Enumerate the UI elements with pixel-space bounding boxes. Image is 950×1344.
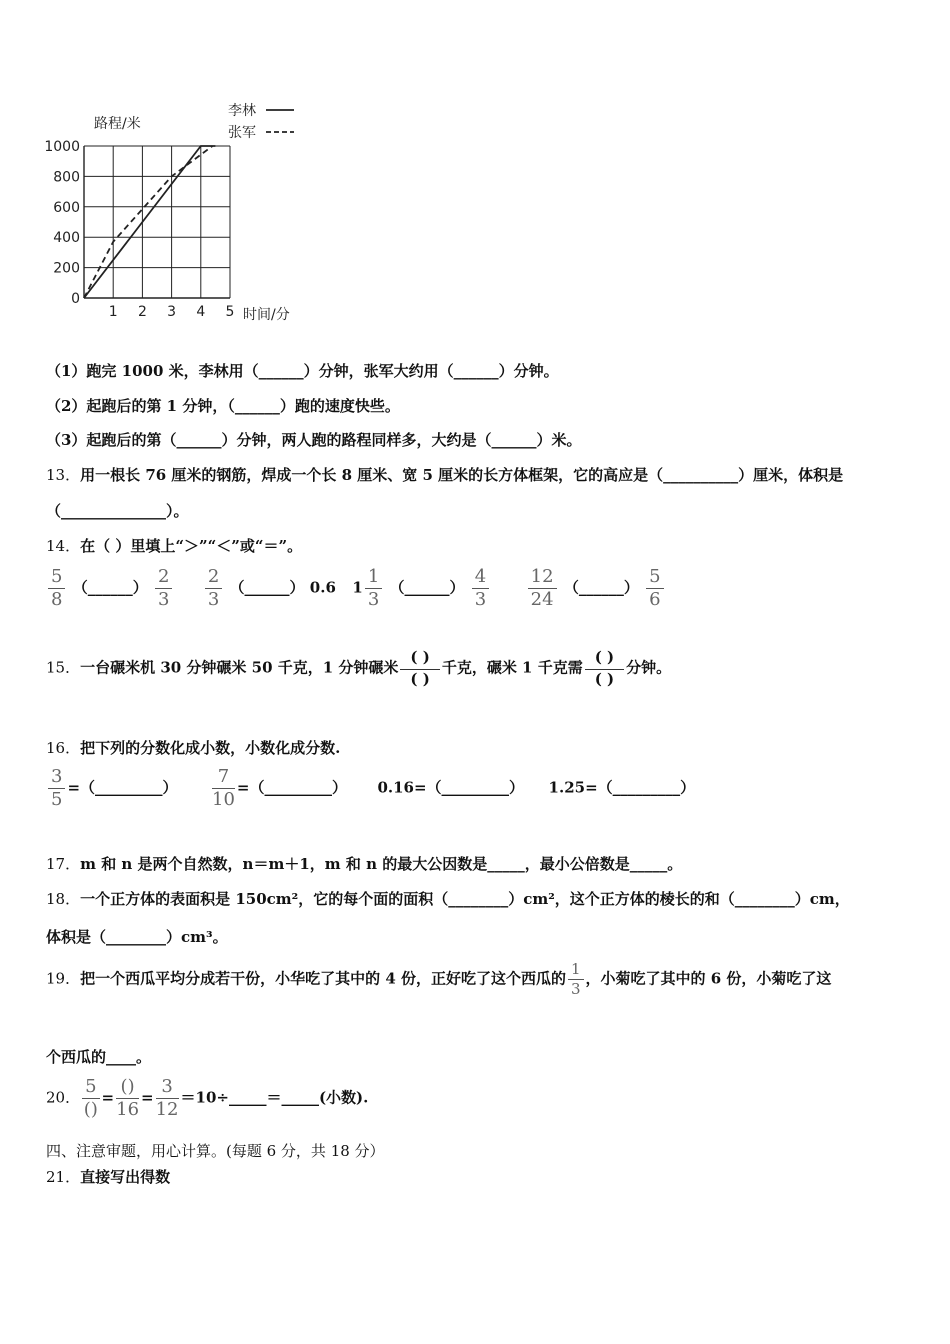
q14-item1-left: $\frac{5}{8}$ xyxy=(48,568,65,609)
q17-text xyxy=(46,853,682,874)
q20-fraction3: $\frac{3}{12}$ xyxy=(155,1076,179,1120)
q13-number: 13． xyxy=(46,466,81,484)
q17-number: 17． xyxy=(46,855,81,873)
q14-item3-blank[interactable]: （______） xyxy=(389,578,465,597)
q17-body: m 和 n 是两个自然数，n＝m＋1，m 和 n 的最大公因数是_____，最小公倍数是_____。 xyxy=(80,855,683,873)
series-line-2 xyxy=(84,146,212,298)
q14-item3-whole: 1 xyxy=(352,578,363,597)
x-tick-label: 1 xyxy=(108,304,118,320)
q19-fraction: $\frac{1}{3}$ xyxy=(568,962,584,997)
q20-text xyxy=(46,1078,368,1119)
q15-part1: 一台碾米机 30 分钟碾米 50 千克，1 分钟碾米 xyxy=(80,658,399,677)
q14-item3-left: $\frac{1}{3}$ xyxy=(365,568,382,609)
q19-part1: 把一个西瓜平均分成若干份，小华吃了其中的 4 份，正好吃了这个西瓜的 xyxy=(80,969,566,988)
q12-part2: （2）起跑后的第 1 分钟，（______）跑的速度快些。 xyxy=(46,397,400,415)
y-tick-label: 600 xyxy=(53,199,80,216)
y-axis-title: 路程/米 xyxy=(94,116,141,132)
q14-text xyxy=(46,535,302,556)
q13-text-cont: （______________）。 xyxy=(46,502,189,520)
x-tick-label: 5 xyxy=(225,304,235,320)
q21-body: 直接写出得数 xyxy=(80,1168,171,1186)
q16-decimal2[interactable]: 1.25=（_________） xyxy=(548,778,696,797)
q13-text xyxy=(46,464,843,485)
chart-grid xyxy=(84,146,230,298)
q21-number: 21． xyxy=(46,1168,81,1186)
q20-tail[interactable]: ＝10÷_____＝_____(小数). xyxy=(180,1088,369,1107)
q12-part3: （3）起跑后的第（______）分钟，两人跑的路程同样多，大约是（______）米。 xyxy=(46,431,582,449)
x-axis-title: 时间/分 xyxy=(243,307,290,323)
q15-number: 15． xyxy=(46,658,81,677)
y-tick-label: 400 xyxy=(53,230,80,247)
q14-body: 在（ ）里填上“＞”“＜”或“＝”。 xyxy=(80,537,303,555)
q15-part2: 千克，碾米 1 千克需 xyxy=(441,658,583,677)
q14-item4-left: $\frac{12}{24}$ xyxy=(528,568,557,609)
x-tick-label: 3 xyxy=(167,304,177,320)
q14-item4-blank[interactable]: （______） xyxy=(563,578,639,597)
q18-number: 18． xyxy=(46,890,81,908)
q16-fraction2: $\frac{7}{10}$ xyxy=(212,766,235,810)
q14-item1-blank[interactable]: （______） xyxy=(72,578,148,597)
y-tick-label: 200 xyxy=(53,260,80,277)
series-line-1 xyxy=(84,146,215,298)
chart-legend xyxy=(228,102,294,141)
q13-body: 用一根长 76 厘米的钢筋，焊成一个长 8 厘米、宽 5 厘米的长方体框架，它的高应是（__________）厘米，体积是 xyxy=(80,466,844,484)
y-tick-label: 1000 xyxy=(44,139,80,155)
q12-part1: （1）跑完 1000 米，李林用（______）分钟，张军大约用（______）分钟。 xyxy=(46,362,559,380)
q20-fraction1[interactable]: $\frac{5}{()}$ xyxy=(83,1076,98,1120)
q19-part2: ，小菊吃了其中的 6 份，小菊吃了这 xyxy=(585,969,832,988)
y-tick-label: 0 xyxy=(71,291,80,307)
q16-fraction1: $\frac{3}{5}$ xyxy=(48,768,65,809)
q20-fraction2[interactable]: $\frac{()}{16}$ xyxy=(116,1076,140,1120)
q15-text xyxy=(46,650,671,687)
q14-item1-right: $\frac{2}{3}$ xyxy=(155,568,172,609)
q16-answer2[interactable]: =（_________） xyxy=(236,778,347,797)
q14-item4-right: $\frac{5}{6}$ xyxy=(646,568,663,609)
q15-part3: 分钟。 xyxy=(626,658,672,677)
q14-item2-left: $\frac{2}{3}$ xyxy=(205,568,222,609)
q15-blank1[interactable]: $\frac{( )}{( )}$ xyxy=(400,650,439,687)
q14-item2-blank[interactable]: （______） xyxy=(229,578,305,597)
q18-body: 一个正方体的表面积是 150cm²，它的每个面的面积（________）cm²，这个正方体的棱长的和（________）cm， xyxy=(80,890,850,908)
q21-text xyxy=(46,1166,170,1187)
q18-text-cont: 体积是（________）cm³。 xyxy=(46,928,228,946)
q20-eq1: = xyxy=(101,1088,115,1107)
chart-series xyxy=(84,146,215,298)
q16-text xyxy=(46,737,340,758)
q18-text xyxy=(46,888,850,909)
legend-label-1: 李林 xyxy=(228,103,256,119)
q14-comparisons xyxy=(46,568,666,609)
q14-item3-right: $\frac{4}{3}$ xyxy=(472,568,489,609)
legend-label-2: 张军 xyxy=(228,125,256,141)
q16-decimal1[interactable]: 0.16=（_________） xyxy=(377,778,525,797)
q16-answer1[interactable]: =（_________） xyxy=(67,778,178,797)
q19-text xyxy=(46,962,831,997)
q19-number: 19． xyxy=(46,969,81,988)
q19-text-cont: 个西瓜的____。 xyxy=(46,1048,152,1066)
q16-body: 把下列的分数化成小数，小数化成分数. xyxy=(80,739,341,757)
section4-heading: 四、注意审题，用心计算。(每题 6 分，共 18 分） xyxy=(46,1142,385,1160)
q16-number: 16． xyxy=(46,739,81,757)
q20-number: 20． xyxy=(46,1088,81,1107)
q14-number: 14． xyxy=(46,537,81,555)
q16-items xyxy=(46,768,695,809)
q14-item2-right: 0.6 xyxy=(309,578,336,597)
x-tick-label: 2 xyxy=(137,304,147,320)
y-tick-label: 800 xyxy=(53,169,80,186)
q20-eq2: = xyxy=(141,1088,154,1107)
x-tick-label: 4 xyxy=(196,304,206,320)
q15-blank2[interactable]: $\frac{( )}{( )}$ xyxy=(585,650,624,687)
distance-time-chart xyxy=(40,96,310,330)
